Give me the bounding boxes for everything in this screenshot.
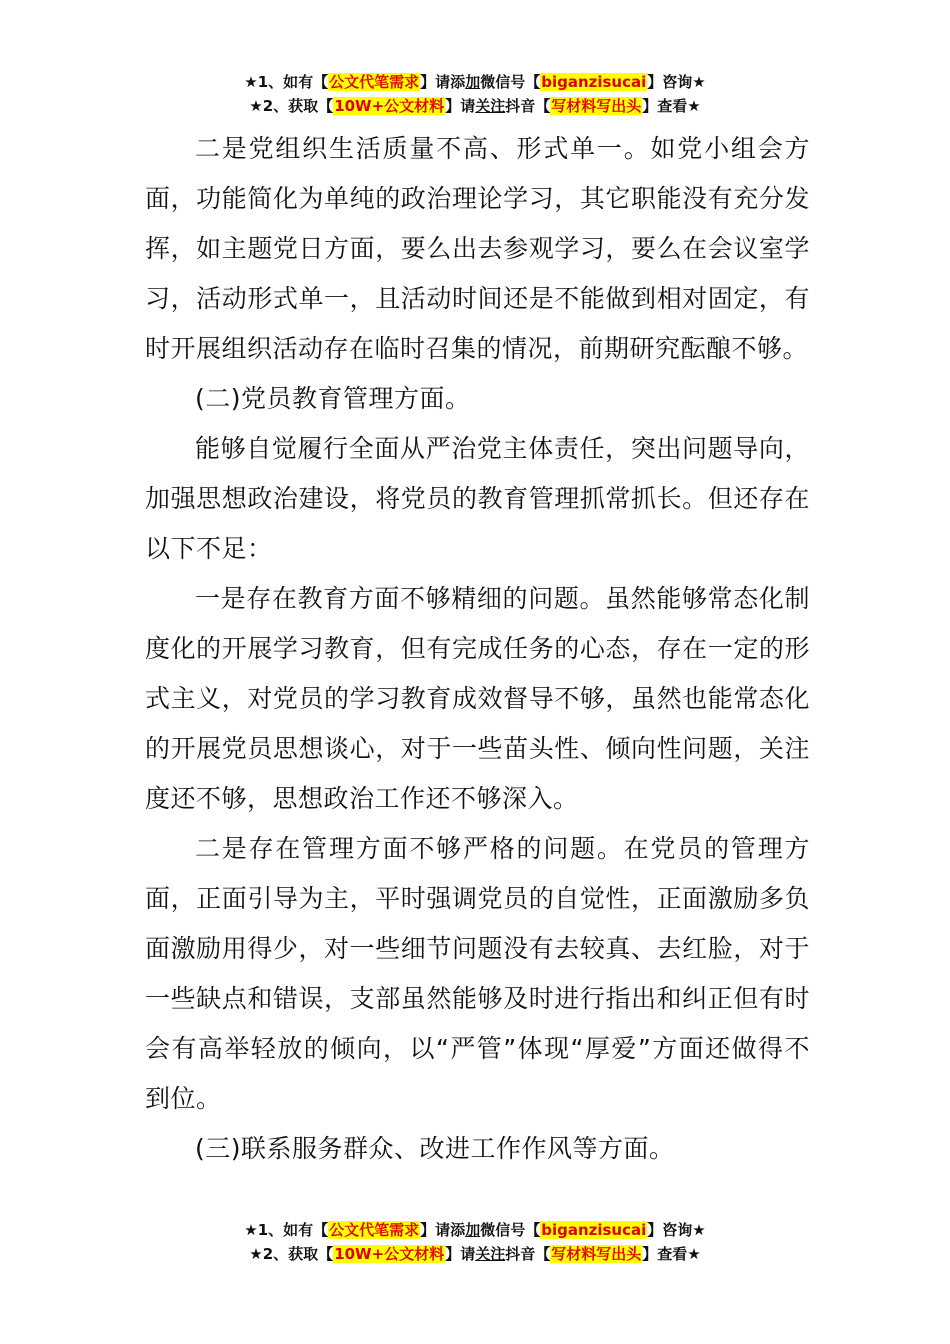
- banner-text: 】咨询★: [647, 73, 706, 91]
- banner-text: ★2、获取【: [249, 97, 334, 115]
- banner-line-2: [0, 94, 950, 118]
- banner-underlined: 关注: [475, 1245, 506, 1263]
- section-heading: (二)党员教育管理方面。: [195, 384, 471, 413]
- highlight-douyin-account: 写材料写出头: [551, 97, 642, 115]
- banner-line-1: [0, 1218, 950, 1242]
- paragraph: 二是存在管理方面不够严格的问题。在党员的管理方面，正面引导为主，平时强调党员的自觉性，正面激励多负面激励用得少，对一些细节问题没有去较真、去红脸，对于一些缺点和错误，支部虽然能够及时进行指出和纠正但有时会有高举轻放的倾向，以“严管”体现“厚爱”方面还做得不到位。: [145, 834, 810, 1113]
- highlight-douyin-account: 写材料写出头: [551, 1245, 642, 1263]
- paragraph: 二是党组织生活质量不高、形式单一。如党小组会方面，功能简化为单纯的政治理论学习，其它职能没有充分发挥，如主题党日方面，要么出去参观学习，要么在会议室学习，活动形式单一，且活动时间还是不能做到相对固定，有时开展组织活动存在临时召集的情况，前期研究酝酿不够。: [145, 134, 810, 363]
- highlight-wechat-id: biganzisucai: [541, 73, 647, 91]
- banner-underlined: 加: [465, 1221, 481, 1239]
- banner-text: 】请添: [420, 1221, 466, 1239]
- header-banner: [0, 70, 950, 118]
- banner-line-1: [0, 70, 950, 94]
- paragraph: 一是存在教育方面不够精细的问题。虽然能够常态化制度化的开展学习教育，但有完成任务的心态，存在一定的形式主义，对党员的学习教育成效督导不够，虽然也能常态化的开展党员思想谈心，对于一些苗头性、倾向性问题，关注度还不够，思想政治工作还不够深入。: [145, 584, 810, 813]
- banner-underlined: 关注: [475, 97, 506, 115]
- highlight-materials: 10W+公文材料: [334, 97, 445, 115]
- banner-text: 抖音【: [505, 97, 551, 115]
- highlight-materials: 10W+公文材料: [334, 1245, 445, 1263]
- highlight-service: 公文代笔需求: [329, 1221, 420, 1239]
- highlight-wechat-id: biganzisucai: [541, 1221, 647, 1239]
- banner-text: 】请: [445, 97, 476, 115]
- banner-text: 】查看★: [642, 97, 701, 115]
- banner-text: ★2、获取【: [249, 1245, 334, 1263]
- banner-text: 微信号【: [480, 1221, 541, 1239]
- banner-text: 】咨询★: [647, 1221, 706, 1239]
- document-body: [145, 124, 810, 1174]
- paragraph: 能够自觉履行全面从严治党主体责任，突出问题导向，加强思想政治建设，将党员的教育管理抓常抓长。但还存在以下不足：: [145, 434, 810, 563]
- banner-line-2: [0, 1242, 950, 1266]
- section-heading: (三)联系服务群众、改进工作作风等方面。: [195, 1134, 675, 1163]
- banner-text: ★1、如有【: [244, 73, 329, 91]
- banner-text: 微信号【: [480, 73, 541, 91]
- banner-text: ★1、如有【: [244, 1221, 329, 1239]
- banner-text: 】请: [445, 1245, 476, 1263]
- banner-underlined: 加: [465, 73, 481, 91]
- banner-text: 】请添: [420, 73, 466, 91]
- banner-text: 抖音【: [505, 1245, 551, 1263]
- highlight-service: 公文代笔需求: [329, 73, 420, 91]
- banner-text: 】查看★: [642, 1245, 701, 1263]
- footer-banner: [0, 1218, 950, 1266]
